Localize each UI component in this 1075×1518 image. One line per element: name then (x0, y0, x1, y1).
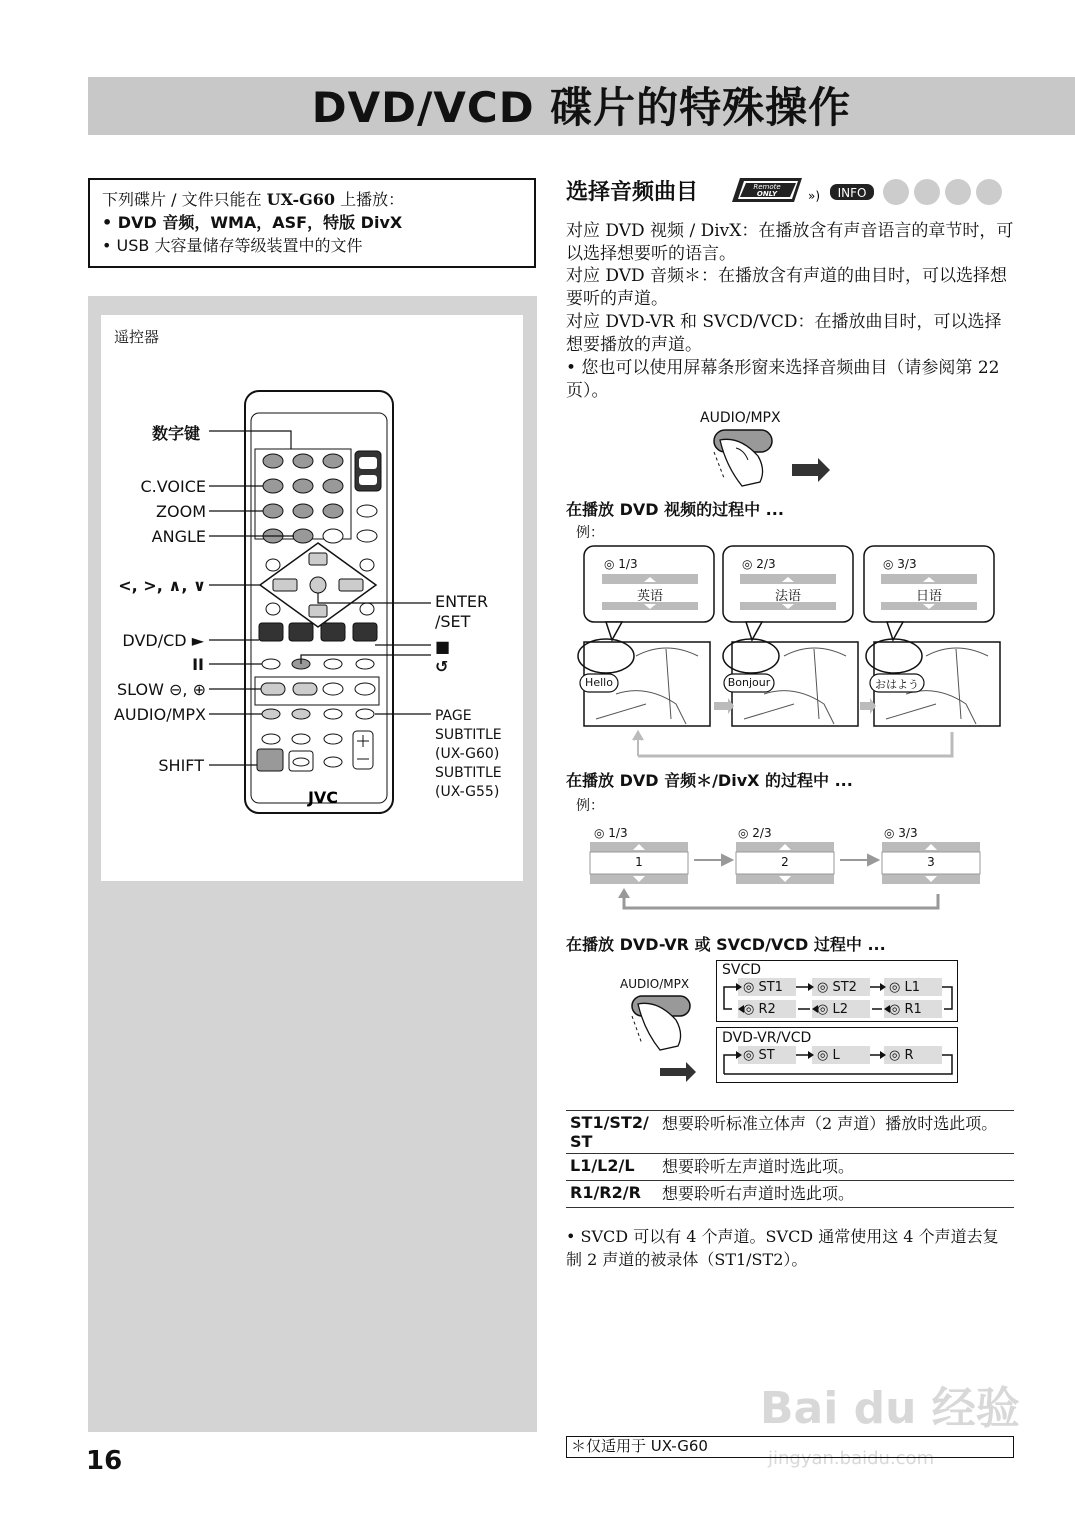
label-audio-mpx: AUDIO/MPX (113, 705, 206, 724)
channel-definitions-table (566, 1110, 1014, 1208)
watermark-logo: Bai du 经验 (760, 1383, 1020, 1434)
vcd-l: ◎ L (817, 1048, 840, 1063)
vcd-title: DVD-VR/VCD (722, 1030, 812, 1046)
audio-mpx-button-label: AUDIO/MPX (700, 410, 781, 426)
vr-audio-mpx-label: AUDIO/MPX (620, 977, 690, 991)
def-term: L1/L2/L (566, 1154, 658, 1181)
def-desc: 想要聆听标准立体声（2 声道）播放时选此项。 (658, 1111, 1014, 1154)
arrow-right-icon (792, 458, 830, 482)
greeting-1: Hello (585, 676, 613, 689)
vr-audio-mpx-press-illustration[interactable] (620, 992, 700, 1086)
svg-text:INFO: INFO (837, 186, 867, 200)
section-badges (730, 174, 1012, 210)
audio-value-3: 3 (927, 855, 935, 869)
audio-value-2: 2 (781, 855, 789, 869)
svcd-st2: ◎ ST2 (817, 980, 857, 995)
audio-track-2: ◎ 2/3 (738, 826, 772, 840)
greeting-3: おはよう (875, 678, 919, 691)
para-dvd-video: 对应 DVD 视频 / DivX：在播放含有声音语言的章节时，可以选择想要听的语言。 (566, 221, 1014, 264)
svcd-l2: ◎ L2 (817, 1002, 848, 1017)
vr-arrow-right-icon (660, 1062, 696, 1082)
label-return: ↺ (435, 657, 449, 676)
svcd-title: SVCD (722, 962, 762, 978)
dvd-audio-example-label: 例： (576, 798, 604, 814)
label-slow: SLOW ⊖, ⊕ (117, 680, 206, 699)
label-cvoice: C.VOICE (140, 477, 206, 496)
svcd-r1: ◎ R1 (889, 1002, 922, 1017)
notice-line-1 (102, 188, 522, 211)
callout-track-3: ◎ 3/3 (883, 557, 917, 571)
label-zoom: ZOOM (156, 502, 206, 521)
svg-text:ONLY: ONLY (756, 190, 778, 198)
def-term: ST1/ST2/ ST (566, 1111, 658, 1154)
vcd-r: ◎ R (889, 1048, 914, 1063)
label-angle: ANGLE (151, 527, 206, 546)
svg-text:Remote: Remote (753, 183, 781, 191)
label-cursor-keys: <, >, ∧, ∨ (118, 576, 206, 595)
audio-track-3: ◎ 3/3 (884, 826, 918, 840)
svcd-note: • SVCD 可以有 4 个声道。SVCD 通常使用这 4 个声道去复制 2 声道的被录体（ST1/ST2）。 (566, 1227, 999, 1269)
def-desc: 想要聆听左声道时选此项。 (658, 1154, 1014, 1181)
svcd-l1: ◎ L1 (889, 980, 920, 995)
page-number: 16 (86, 1446, 123, 1476)
def-term: R1/R2/R (566, 1181, 658, 1208)
movie-frames (584, 642, 1000, 726)
page-title: DVD/VCD 碟片的特殊操作 (311, 83, 852, 132)
dvd-video-diagram (576, 544, 1012, 760)
remote-brand-logo: JVC (307, 788, 339, 807)
callout-lang-1: 英语 (636, 589, 663, 604)
para-dvd-audio: 对应 DVD 音频＊：在播放含有声道的曲目时，可以选择想要听的声道。 (566, 266, 1008, 309)
label-number-keys: 数字键 (151, 424, 200, 443)
svcd-st1: ◎ ST1 (743, 980, 783, 995)
callout-lang-2: 法语 (774, 589, 801, 604)
dvd-vr-heading: 在播放 DVD-VR 或 SVCD/VCD 过程中 ... (566, 935, 886, 954)
label-model-g60: (UX-G60) (435, 746, 500, 762)
table-row (566, 1111, 1014, 1154)
greeting-2: Bonjour (727, 676, 771, 689)
label-stop: ■ (435, 637, 451, 656)
para-dvd-vr: 对应 DVD-VR 和 SVCD/VCD：在播放曲目时，可以选择想要播放的声道。 (566, 312, 1002, 355)
notice-item-1: • DVD 音频，WMA，ASF，特版 DivX (102, 213, 403, 232)
signal-icon: ») (808, 189, 821, 203)
remote-panel-label: 遥控器 (114, 328, 160, 346)
para-onscreen-bar: • 您也可以使用屏幕条形窗来选择音频曲目（请参阅第 22 页）。 (566, 358, 1000, 401)
table-row (566, 1154, 1014, 1181)
svcd-r2: ◎ R2 (743, 1002, 776, 1017)
def-desc: 想要聆听右声道时选此项。 (658, 1181, 1014, 1208)
section-title: 选择音频曲目 (566, 180, 699, 205)
notice-prefix: 下列碟片 / 文件只能在 (102, 190, 262, 209)
callout-track-2: ◎ 2/3 (742, 557, 776, 571)
label-pause: II (192, 655, 204, 674)
watermark-url: jingyan.baidu.com (768, 1448, 935, 1469)
label-page: PAGE (435, 708, 472, 724)
dvd-video-example-label: 例： (576, 525, 604, 541)
audio-value-1: 1 (635, 855, 643, 869)
shift-key (257, 749, 283, 771)
notice-item-2: • USB 大容量储存等级装置中的文件 (102, 236, 363, 255)
label-model-g55: (UX-G55) (435, 784, 500, 800)
decorative-dots (883, 179, 1002, 205)
dvd-audio-heading: 在播放 DVD 音频＊/DivX 的过程中 ... (566, 771, 853, 790)
label-dvd-cd: DVD/CD ► (122, 631, 204, 650)
audio-track-1: ◎ 1/3 (594, 826, 628, 840)
label-enter: ENTER (435, 592, 489, 611)
label-subtitle-g55: SUBTITLE (435, 765, 502, 781)
callout-lang-3: 日语 (915, 589, 942, 604)
dvd-video-heading: 在播放 DVD 视频的过程中 ... (566, 500, 784, 519)
audio-mpx-press-illustration[interactable] (700, 426, 840, 490)
vcd-st: ◎ ST (743, 1048, 775, 1063)
model-notice-box (88, 178, 536, 268)
table-row (566, 1181, 1014, 1208)
label-subtitle-g60: SUBTITLE (435, 727, 502, 743)
label-shift: SHIFT (158, 756, 204, 775)
footnote: ＊仅适用于 UX-G60 (566, 1436, 1014, 1458)
notice-suffix: 上播放： (340, 190, 405, 209)
callout-track-1: ◎ 1/3 (604, 557, 638, 571)
label-set: /SET (435, 612, 471, 631)
notice-model: UX-G60 (266, 190, 336, 209)
